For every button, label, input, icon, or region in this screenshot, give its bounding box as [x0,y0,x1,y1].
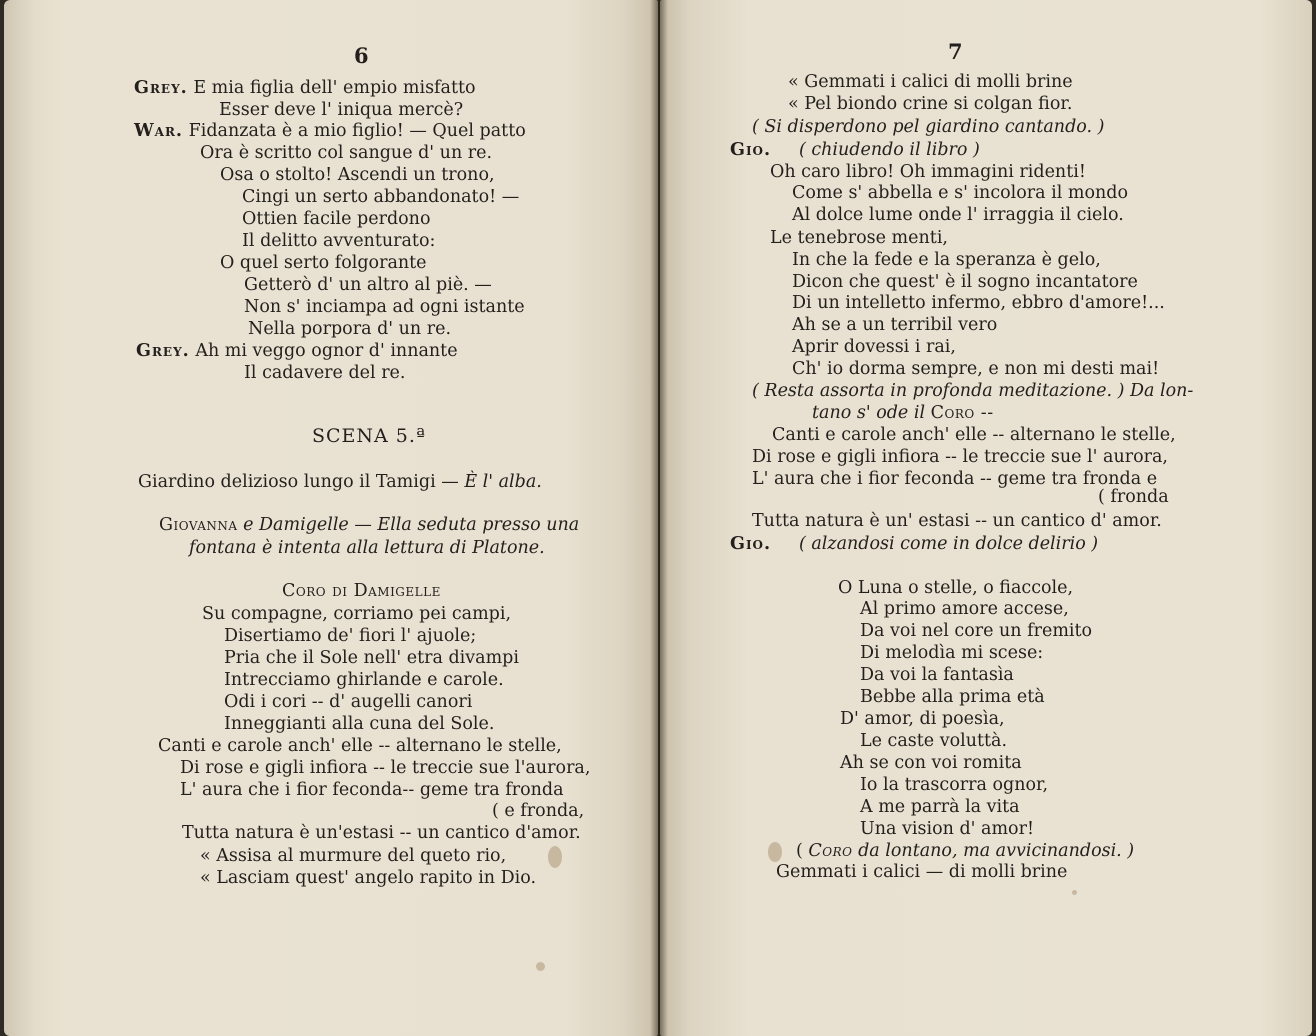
verse-line: O quel serto folgorante [220,253,427,273]
aria-line: O Luna o stelle, o fiaccole, [838,578,1074,598]
verse-line: Cingi un serto abbandonato! — [242,187,520,207]
page-number: 7 [948,39,963,64]
chorus-line: Intrecciamo ghirlande e carole. [224,670,504,690]
speaker-line: Gio. ( chiudendo il libro ) [730,140,980,160]
verse-line: Ora è scritto col sangue d' un re. [200,143,493,163]
paper-stain [548,846,562,868]
aria-line: Le caste voluttà. [860,731,1008,751]
verse-line: Oh caro libro! Oh immagini ridenti! [770,162,1086,182]
verse-line: Non s' inciampa ad ogni istante [244,297,525,317]
aria-line: D' amor, di poesìa, [840,709,1005,729]
chorus-line: Di rose e gigli infiora -- le treccie sue l'aurora, [180,758,591,778]
chorus-line: Tutta natura è un'estasi -- un cantico d'amor. [182,823,581,843]
stage-direction: fontana è intenta alla lettura di Platone. [189,538,545,558]
verse-line: In che la fede e la speranza è gelo, [792,250,1101,270]
paper-stain [1072,890,1077,895]
chorus-line: Su compagne, corriamo pei campi, [202,604,512,624]
aria-line: Io la trascorra ognor, [860,775,1049,795]
stage-direction: ( Coro da lontano, ma avvicinandosi. ) [796,841,1135,861]
verse-line: « Pel biondo crine si colgan fior. [788,94,1073,114]
aria-line: Una vision d' amor! [860,819,1034,839]
aria-line: Da voi la fantasìa [860,665,1014,685]
verse-line: Getterò d' un altro al piè. — [244,275,492,295]
verse-line: Grey. Ah mi veggo ognor d' innante [136,341,458,361]
chorus-line: « Assisa al murmure del queto rio, [200,846,507,866]
verse-line: Grey. E mia figlia dell' empio misfatto [134,78,476,98]
chorus-line: « Lasciam quest' angelo rapito in Dio. [200,868,537,888]
speaker-line: Gio. ( alzandosi come in dolce delirio ) [730,534,1099,554]
verse-line: Ottien facile perdono [242,209,431,229]
verse-line: Il cadavere del re. [244,363,406,383]
verse-line: Il delitto avventurato: [242,231,436,251]
verse-line: Le tenebrose menti, [770,228,948,248]
chorus-line: L' aura che i fior feconda-- geme tra fronda [180,780,564,800]
verse-line: Gemmati i calici — di molli brine [776,862,1068,882]
aria-line: Ah se con voi romita [840,753,1022,773]
aria-line: A me parrà la vita [860,797,1020,817]
paper-stain [536,962,545,971]
verse-line: « Gemmati i calici di molli brine [788,72,1073,92]
verse-line: Ch' io dorma sempre, e non mi desti mai! [792,359,1160,379]
stage-direction: tano s' ode il Coro -- [812,403,994,423]
chorus-line: L' aura che i fior feconda -- geme tra fronda e [752,469,1158,489]
page-number: 6 [354,43,369,68]
stage-direction: ( Si disperdono pel giardino cantando. ) [752,117,1105,137]
aria-line: Da voi nel core un fremito [860,621,1093,641]
verse-line: Aprir dovessi i rai, [792,337,956,357]
chorus-line: ( e fronda, [492,801,585,821]
aria-line: Al primo amore accese, [860,599,1069,619]
verse-line: War. Fidanzata è a mio figlio! — Quel patto [134,121,526,141]
chorus-line: Canti e carole anch' elle -- alternano le stelle, [772,425,1176,445]
verse-line: Esser deve l' iniqua mercè? [219,100,464,120]
verse-line: Ah se a un terribil vero [792,315,998,335]
paper-stain [768,842,782,862]
left-page [4,0,658,1036]
book-gutter [650,0,668,1036]
verse-line: Dicon che quest' è il sogno incantatore [792,272,1138,292]
verse-line: Osa o stolto! Ascendi un trono, [220,165,495,185]
chorus-line: Odi i cori -- d' augelli canori [224,692,473,712]
right-page [660,0,1312,1036]
chorus-line: Pria che il Sole nell' etra divampi [224,648,519,668]
scene-setting: Giardino delizioso lungo il Tamigi — È l' alba. [138,472,542,492]
chorus-line: Tutta natura è un' estasi -- un cantico d' amor. [752,511,1162,531]
stage-direction: ( Resta assorta in profonda meditazione. ) Da lon- [752,381,1194,401]
chorus-line: Canti e carole anch' elle -- alternano le stelle, [158,736,562,756]
stage-direction: Giovanna e Damigelle — Ella seduta presso una [159,515,580,535]
chorus-line: Inneggianti alla cuna del Sole. [224,714,495,734]
aria-line: Di melodìa mi scese: [860,643,1044,663]
chorus-line: Di rose e gigli infiora -- le treccie sue l' aurora, [752,447,1168,467]
verse-line: Nella porpora d' un re. [248,319,452,339]
verse-line: Al dolce lume onde l' irraggia il cielo. [792,205,1124,225]
scene-heading: SCENA 5.ª [312,425,426,447]
verse-line: Di un intelletto infermo, ebbro d'amore!... [792,293,1165,313]
chorus-line: Disertiamo de' fiori l' ajuole; [224,626,477,646]
verse-line: Come s' abbella e s' incolora il mondo [792,183,1129,203]
chorus-heading: Coro di Damigelle [282,581,441,601]
aria-line: Bebbe alla prima età [860,687,1045,707]
chorus-line: ( fronda [1098,487,1169,507]
